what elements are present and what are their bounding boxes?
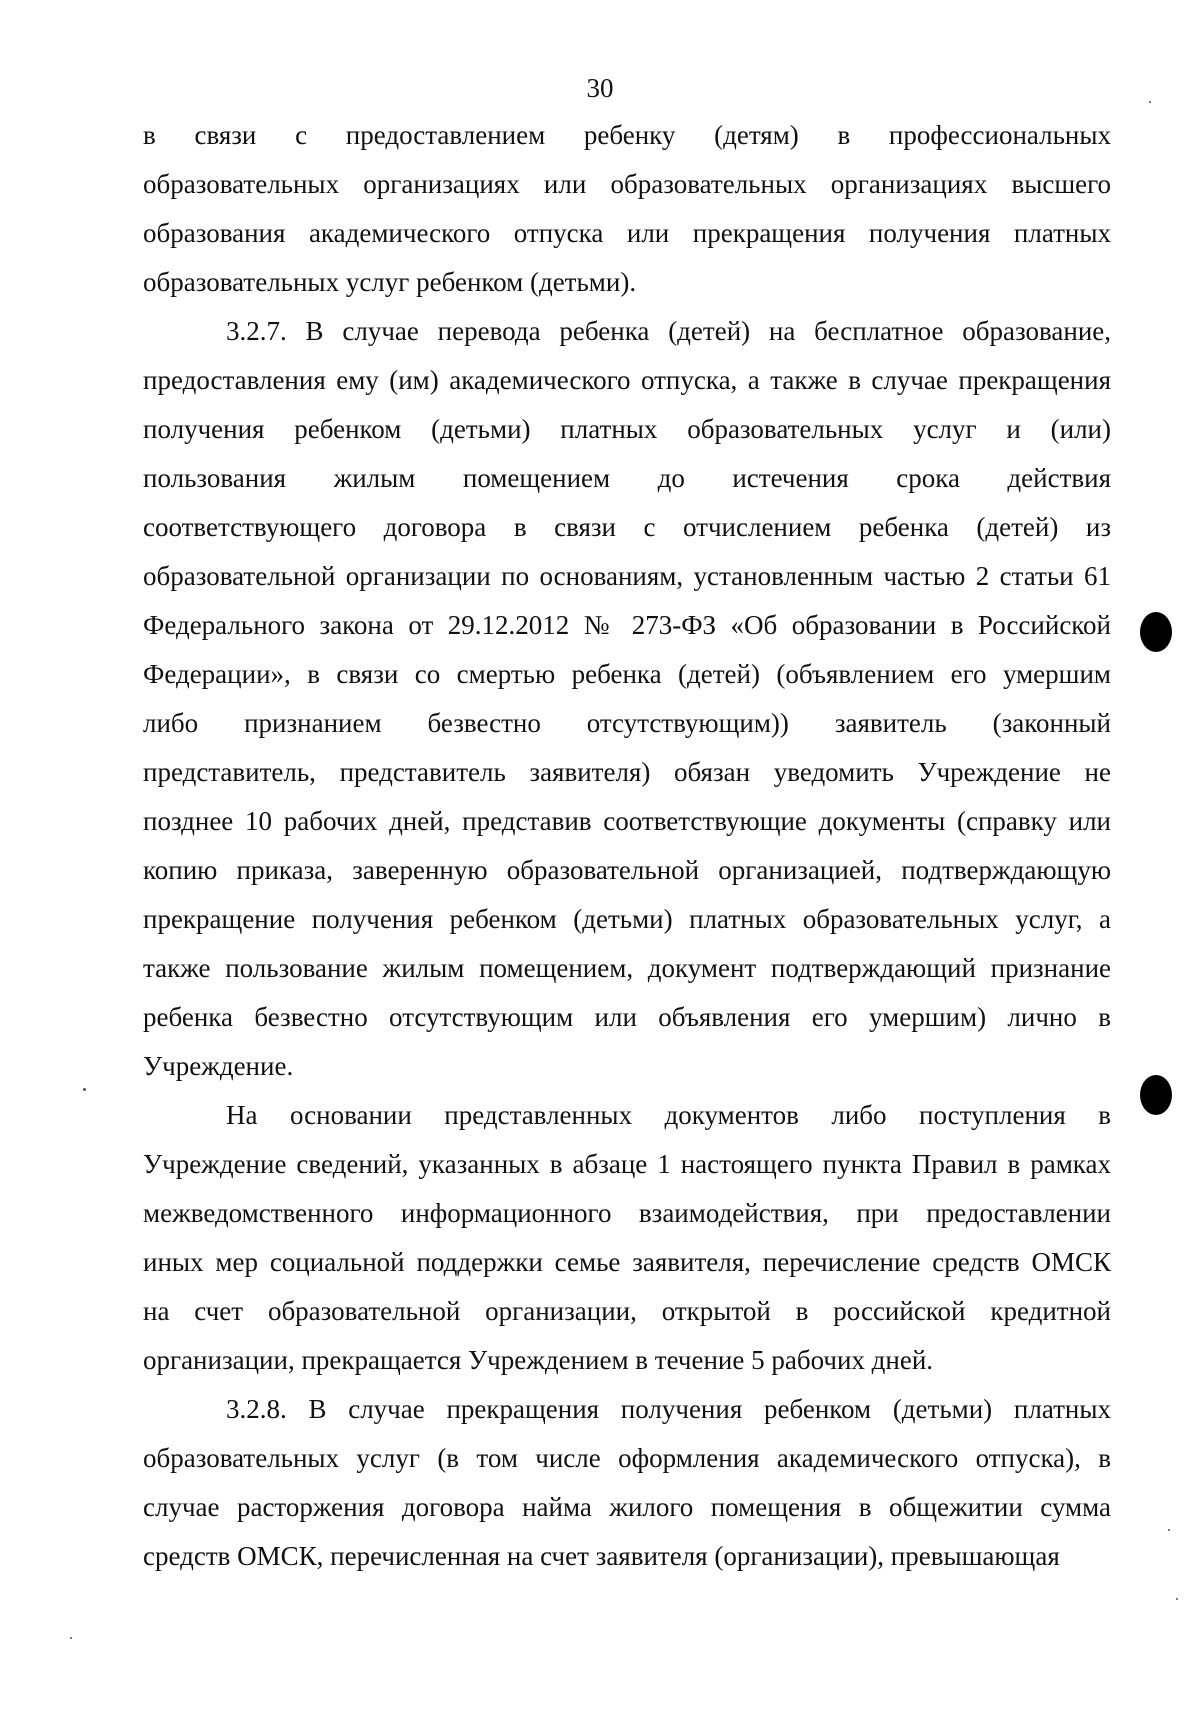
text-line: Федерации», в связи со смертью ребенка (детей) (объявлением его умершим <box>143 659 1111 689</box>
text-line: На основании представленных документов либо поступления в <box>226 1100 1111 1130</box>
scan-speck <box>83 1088 86 1091</box>
text-line: позднее 10 рабочих дней, представив соответствующие документы (справку или <box>143 806 1111 836</box>
text-line: образования академического отпуска или прекращения получения платных <box>143 218 1111 248</box>
paragraph <box>143 1385 1111 1581</box>
text-line: средств ОМСК, перечисленная на счет заявителя (организации), превышающая <box>143 1541 1060 1571</box>
text-line: представитель, представитель заявителя) обязан уведомить Учреждение не <box>143 757 1111 787</box>
text-line: образовательных организациях или образовательных организациях высшего <box>143 169 1111 199</box>
text-line: образовательных услуг ребенком (детьми). <box>143 267 637 297</box>
text-line: ребенка безвестно отсутствующим или объявления его умершим) лично в <box>143 1002 1111 1032</box>
text-line: на счет образовательной организации, открытой в российской кредитной <box>143 1296 1111 1326</box>
scan-speck <box>1149 101 1151 103</box>
text-line: случае расторжения договора найма жилого помещения в общежитии сумма <box>143 1492 1111 1522</box>
text-line: в связи с предоставлением ребенку (детям) в профессиональных <box>143 120 1111 150</box>
text-line: пользования жилым помещением до истечения срока действия <box>143 463 1111 493</box>
text-line: либо признанием безвестно отсутствующим)) заявитель (законный <box>143 708 1111 738</box>
text-line: Федерального закона от 29.12.2012 № 273-ФЗ «Об образовании в Российской <box>143 610 1111 640</box>
text-line: прекращение получения ребенком (детьми) платных образовательных услуг, а <box>143 904 1111 934</box>
punch-hole-top <box>1140 612 1172 652</box>
text-line: Учреждение. <box>143 1051 294 1081</box>
punch-hole-bottom <box>1140 1075 1172 1115</box>
document-body <box>143 111 1111 1581</box>
text-line: 3.2.7. В случае перевода ребенка (детей) на бесплатное образование, <box>226 316 1111 346</box>
text-line: 3.2.8. В случае прекращения получения ребенком (детьми) платных <box>226 1394 1111 1424</box>
text-line: получения ребенком (детьми) платных образовательных услуг и (или) <box>143 414 1111 444</box>
scan-speck <box>1176 1598 1178 1600</box>
text-line: Учреждение сведений, указанных в абзаце 1 настоящего пункта Правил в рамках <box>143 1149 1111 1179</box>
text-line: образовательной организации по основаниям, установленным частью 2 статьи 61 <box>143 561 1111 591</box>
text-line: соответствующего договора в связи с отчислением ребенка (детей) из <box>143 512 1111 542</box>
text-line: копию приказа, заверенную образовательной организацией, подтверждающую <box>143 855 1111 885</box>
scan-speck <box>70 1637 72 1639</box>
paragraph <box>143 1091 1111 1385</box>
text-line: образовательных услуг (в том числе оформления академического отпуска), в <box>143 1443 1111 1473</box>
paragraph <box>143 307 1111 1091</box>
paragraph <box>143 111 1111 307</box>
text-line: межведомственного информационного взаимодействия, при предоставлении <box>143 1198 1111 1228</box>
text-line: также пользование жилым помещением, документ подтверждающий признание <box>143 953 1111 983</box>
text-line: иных мер социальной поддержки семье заявителя, перечисление средств ОМСК <box>143 1247 1111 1277</box>
text-line: организации, прекращается Учреждением в течение 5 рабочих дней. <box>143 1345 934 1375</box>
text-line: предоставления ему (им) академического отпуска, а также в случае прекращения <box>143 365 1111 395</box>
scan-speck <box>1168 1529 1170 1531</box>
page-number: 30 <box>586 73 614 103</box>
